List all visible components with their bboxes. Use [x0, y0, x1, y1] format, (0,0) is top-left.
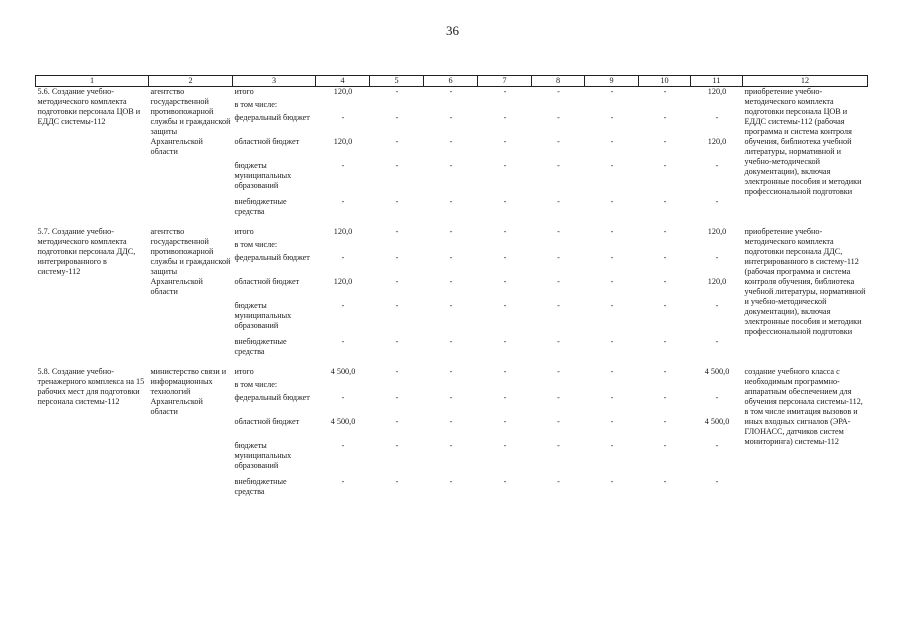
amount-cell: - [449, 366, 453, 376]
amount-cell: - [557, 440, 560, 450]
amount-cell: - [449, 300, 453, 310]
funding-source-cell: в том числе: [234, 99, 278, 109]
amount-cell: - [663, 112, 667, 122]
amount-cell: - [610, 112, 614, 122]
amount-cell: - [341, 392, 345, 402]
amount-cell: - [557, 112, 560, 122]
amount-cell [316, 100, 370, 113]
amount-cell: - [395, 416, 399, 426]
amount-cell: - [663, 300, 667, 310]
amount-cell [424, 100, 478, 113]
amount-cell [639, 240, 691, 253]
amount-cell: - [715, 252, 719, 262]
executor-cell: агентство государственной противопожарной службы и гражданской защиты Архангельской области [150, 87, 231, 156]
amount-cell [478, 240, 532, 253]
amount-cell: - [341, 476, 345, 486]
amount-cell: - [449, 416, 453, 426]
amount-cell: - [557, 416, 560, 426]
amount-cell: 4 500,0 [704, 416, 730, 426]
amount-cell: - [395, 87, 399, 96]
amount-cell [639, 380, 691, 393]
amount-cell: - [610, 160, 614, 170]
amount-cell: - [503, 300, 507, 310]
amount-cell: - [395, 160, 399, 170]
amount-cell: - [557, 476, 560, 486]
amount-cell: - [341, 252, 345, 262]
amount-cell: - [503, 440, 507, 450]
amount-cell: - [715, 196, 719, 206]
amount-cell: - [715, 336, 719, 346]
amount-cell: - [395, 300, 399, 310]
amount-cell: - [557, 226, 560, 236]
amount-cell [639, 100, 691, 113]
amount-cell: 120,0 [333, 136, 353, 146]
amount-cell: - [395, 440, 399, 450]
amount-cell [585, 240, 639, 253]
column-header: 10 [639, 76, 691, 87]
amount-cell [532, 100, 585, 113]
amount-cell: - [449, 440, 453, 450]
amount-cell: - [395, 476, 399, 486]
amount-cell: - [503, 336, 507, 346]
amount-cell: - [395, 392, 399, 402]
amount-cell: - [449, 196, 453, 206]
funding-source-cell: внебюджетные средства [234, 476, 287, 496]
amount-cell: - [610, 440, 614, 450]
funding-source-cell: внебюджетные средства [234, 336, 287, 356]
amount-cell: - [449, 112, 453, 122]
amount-cell: - [557, 392, 560, 402]
budget-table [35, 75, 868, 501]
amount-cell: - [395, 196, 399, 206]
amount-cell [424, 380, 478, 393]
amount-cell: 4 500,0 [330, 416, 356, 426]
expected-result-cell: приобретение учебно-методического комплекта подготовки персонала ДДС, интегрированного в систему-112 (рабочая программа и система контроля обучения, библиотека учебной литературы, нормативной и учебно-методической документации), включая электронные пособия и методики профессиональной подготовки [744, 226, 866, 336]
amount-cell: 120,0 [707, 226, 727, 236]
event-cell: 5.7. Создание учебно-методического комплекта подготовки персонала ДДС, интегрированного в систему-112 [37, 226, 136, 276]
funding-source-cell: итого [234, 366, 254, 376]
amount-cell: - [449, 276, 453, 286]
amount-cell: - [395, 226, 399, 236]
amount-cell: - [557, 276, 560, 286]
amount-cell: - [395, 336, 399, 346]
amount-cell: - [395, 136, 399, 146]
amount-cell: - [503, 160, 507, 170]
amount-cell: - [663, 440, 667, 450]
amount-cell: 4 500,0 [330, 366, 356, 376]
amount-cell [585, 380, 639, 393]
amount-cell: - [341, 160, 345, 170]
amount-cell: - [449, 336, 453, 346]
amount-cell [316, 240, 370, 253]
column-header: 3 [233, 76, 316, 87]
page-number: 36 [446, 23, 459, 38]
amount-cell: - [503, 226, 507, 236]
amount-cell: - [663, 160, 667, 170]
amount-cell: - [610, 336, 614, 346]
amount-cell: - [610, 252, 614, 262]
amount-cell: - [557, 196, 560, 206]
funding-source-cell: областной бюджет [234, 276, 300, 286]
amount-cell: - [395, 276, 399, 286]
column-header: 12 [743, 76, 868, 87]
expected-result-cell: создание учебного класса с необходимым программно-аппаратным обеспечением для обучения персонала системы-112, в том числе имитация вызовов и иных входных сигналов (ЭРА-ГЛОНАСС, датчиков систем мониторинга) системы-112 [744, 366, 863, 446]
amount-cell: - [663, 392, 667, 402]
amount-cell [478, 100, 532, 113]
executor-cell: агентство государственной противопожарной службы и гражданской защиты Архангельской области [150, 226, 231, 296]
column-header: 6 [424, 76, 478, 87]
amount-cell: - [715, 440, 719, 450]
column-header: 1 [36, 76, 149, 87]
amount-cell: - [449, 226, 453, 236]
amount-cell: - [715, 392, 719, 402]
amount-cell: - [449, 476, 453, 486]
funding-source-cell: бюджеты муниципальных образований [234, 160, 292, 190]
amount-cell: - [557, 300, 560, 310]
amount-cell: - [610, 136, 614, 146]
amount-cell: - [663, 336, 667, 346]
amount-cell [585, 100, 639, 113]
funding-source-cell: в том числе: [234, 239, 278, 249]
expected-result-cell: приобретение учебно-методического комплекта подготовки персонала ЦОВ и ЕДДС системы-112 (рабочая программа и система контроля обучения, библиотека учебной литературы, нормативной и учебно-методической документации), включая электронные пособия и методики профессиональной подготовки [744, 87, 862, 196]
amount-cell: - [610, 276, 614, 286]
funding-source-cell: областной бюджет [234, 136, 300, 146]
amount-cell: - [663, 226, 667, 236]
amount-cell: - [341, 336, 345, 346]
amount-cell: - [503, 252, 507, 262]
amount-cell: - [557, 336, 560, 346]
column-header: 9 [585, 76, 639, 87]
amount-cell: - [503, 136, 507, 146]
amount-cell: 120,0 [707, 276, 727, 286]
event-cell: 5.6. Создание учебно-методического комплекта подготовки персонала ЦОВ и ЕДДС системы-112 [37, 87, 141, 126]
amount-cell: - [503, 416, 507, 426]
column-header: 5 [370, 76, 424, 87]
funding-source-cell: бюджеты муниципальных образований [234, 440, 292, 470]
table-row [36, 87, 868, 100]
amount-cell: - [449, 136, 453, 146]
amount-cell [691, 240, 743, 253]
amount-cell: - [610, 87, 614, 96]
amount-cell: 120,0 [707, 87, 727, 96]
amount-cell: - [449, 392, 453, 402]
amount-cell: 120,0 [333, 276, 353, 286]
amount-cell [478, 380, 532, 393]
amount-cell: - [503, 196, 507, 206]
column-number-row [36, 76, 868, 87]
column-header: 8 [532, 76, 585, 87]
amount-cell: - [503, 392, 507, 402]
funding-source-cell: областной бюджет [234, 416, 300, 426]
amount-cell: 120,0 [333, 87, 353, 96]
amount-cell: - [395, 252, 399, 262]
amount-cell [370, 100, 424, 113]
amount-cell: - [503, 87, 507, 96]
amount-cell: - [715, 112, 719, 122]
amount-cell [424, 240, 478, 253]
amount-cell: - [610, 226, 614, 236]
amount-cell: - [503, 476, 507, 486]
event-cell: 5.8. Создание учебно-тренажерного комплекса на 15 рабочих мест для подготовки персонала системы-112 [37, 366, 145, 406]
amount-cell [691, 100, 743, 113]
funding-source-cell: федеральный бюджет [234, 112, 310, 122]
amount-cell [691, 380, 743, 393]
amount-cell: - [663, 416, 667, 426]
amount-cell [532, 380, 585, 393]
column-header: 4 [316, 76, 370, 87]
amount-cell: - [557, 252, 560, 262]
amount-cell: - [663, 252, 667, 262]
funding-source-cell: внебюджетные средства [234, 196, 287, 216]
amount-cell [316, 380, 370, 393]
amount-cell: - [663, 366, 667, 376]
amount-cell: - [503, 112, 507, 122]
amount-cell: - [715, 160, 719, 170]
amount-cell: - [341, 440, 345, 450]
amount-cell: - [341, 300, 345, 310]
amount-cell: - [610, 416, 614, 426]
amount-cell: - [663, 87, 667, 96]
amount-cell: 4 500,0 [704, 366, 730, 376]
column-header: 7 [478, 76, 532, 87]
amount-cell: - [557, 136, 560, 146]
amount-cell [532, 240, 585, 253]
amount-cell: 120,0 [333, 226, 353, 236]
amount-cell: - [557, 160, 560, 170]
amount-cell: - [610, 196, 614, 206]
amount-cell: - [663, 136, 667, 146]
executor-cell: министерство связи и информационных технологий Архангельской области [150, 366, 227, 416]
funding-source-cell: итого [234, 226, 254, 236]
amount-cell: - [715, 476, 719, 486]
table-row [36, 367, 868, 380]
amount-cell: - [610, 366, 614, 376]
table-row [36, 227, 868, 240]
amount-cell: - [610, 300, 614, 310]
funding-source-cell: в том числе: [234, 379, 278, 389]
amount-cell [370, 380, 424, 393]
amount-cell: - [610, 392, 614, 402]
amount-cell: - [503, 276, 507, 286]
amount-cell: - [449, 252, 453, 262]
funding-source-cell: бюджеты муниципальных образований [234, 300, 292, 330]
amount-cell: - [449, 87, 453, 96]
funding-source-cell: итого [234, 87, 254, 96]
funding-source-cell: федеральный бюджет [234, 252, 310, 262]
amount-cell: 120,0 [707, 136, 727, 146]
amount-cell: - [341, 196, 345, 206]
amount-cell: - [663, 476, 667, 486]
amount-cell: - [395, 112, 399, 122]
column-header: 11 [691, 76, 743, 87]
amount-cell [370, 240, 424, 253]
amount-cell: - [341, 112, 345, 122]
amount-cell: - [610, 476, 614, 486]
funding-source-cell: федеральный бюджет [234, 392, 310, 402]
amount-cell: - [503, 366, 507, 376]
amount-cell: - [395, 366, 399, 376]
column-header: 2 [149, 76, 233, 87]
amount-cell: - [663, 276, 667, 286]
amount-cell: - [715, 300, 719, 310]
amount-cell: - [449, 160, 453, 170]
amount-cell: - [557, 366, 560, 376]
amount-cell: - [557, 87, 560, 96]
amount-cell: - [663, 196, 667, 206]
